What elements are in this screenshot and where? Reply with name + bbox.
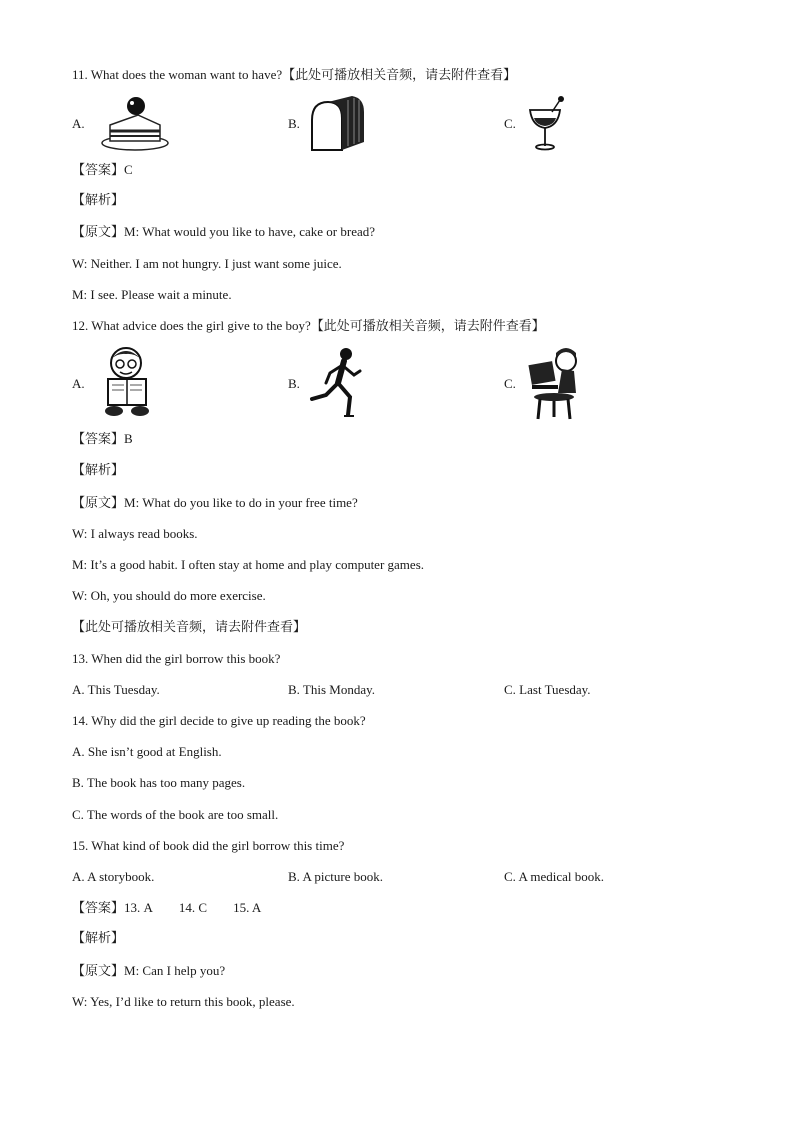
answer-tag: 【答案】	[72, 163, 125, 178]
answer-tag: 【答案】	[72, 432, 125, 447]
option-c: C. The words of the book are too small.	[72, 807, 279, 822]
transcript-line: W: Neither. I am not hungry. I just want some juice.	[72, 256, 342, 271]
audio-note: 【此处可播放相关音频，请去附件查看】	[310, 319, 545, 334]
option-label: A.	[72, 376, 85, 391]
transcript-line: W: I always read books.	[72, 526, 198, 541]
boy-reading-image	[98, 345, 158, 419]
analysis-tag: 【解析】	[72, 193, 125, 208]
answer-value: 15. A	[233, 900, 262, 915]
option-a: A. This Tuesday.	[72, 682, 160, 697]
question-11	[72, 66, 516, 85]
answer-row	[72, 161, 133, 180]
bread-image	[308, 92, 366, 154]
analysis-tag: 【解析】	[72, 463, 125, 478]
answer-value: 14. C	[178, 900, 208, 915]
option-b: B. A picture book.	[288, 869, 383, 884]
transcript-line: W: Yes, I’d like to return this book, please.	[72, 994, 295, 1009]
answer-tag: 【答案】	[72, 901, 125, 916]
option-label: C.	[504, 116, 516, 131]
analysis-tag: 【解析】	[72, 931, 125, 946]
answer-row	[72, 899, 261, 918]
option-b: B. This Monday.	[288, 682, 376, 697]
transcript-text: M: Can I help you?	[124, 963, 226, 978]
option-a: A. She isn’t good at English.	[72, 744, 222, 759]
boy-computer-image	[526, 345, 586, 421]
question-text: 11. What does the woman want to have?	[72, 67, 283, 82]
option-label: C.	[504, 376, 516, 391]
cake-image	[98, 95, 172, 153]
answer-value: C	[124, 162, 133, 177]
question-14: 14. Why did the girl decide to give up reading the book?	[72, 713, 366, 728]
question-15: 15. What kind of book did the girl borrow this time?	[72, 838, 345, 853]
section-audio-note: 【此处可播放相关音频，请去附件查看】	[72, 620, 307, 635]
option-label: B.	[288, 116, 300, 131]
option-c: C. A medical book.	[504, 869, 605, 884]
question-13: 13. When did the girl borrow this book?	[72, 651, 281, 666]
option-c: C. Last Tuesday.	[504, 682, 591, 697]
source-tag: 【原文】	[72, 964, 125, 979]
transcript-line	[72, 223, 375, 242]
transcript-text: M: What do you like to do in your free time?	[124, 495, 358, 510]
audio-note: 【此处可播放相关音频，请去附件查看】	[282, 68, 517, 83]
question-12	[72, 317, 545, 336]
transcript-line	[72, 494, 358, 513]
option-a: A. A storybook.	[72, 869, 155, 884]
answer-row	[72, 430, 133, 449]
juice-glass-image	[526, 96, 566, 152]
option-label: A.	[72, 116, 85, 131]
transcript-line: W: Oh, you should do more exercise.	[72, 588, 266, 603]
transcript-line: M: I see. Please wait a minute.	[72, 287, 232, 302]
option-b: B. The book has too many pages.	[72, 775, 246, 790]
option-label: B.	[288, 376, 300, 391]
question-text: 12. What advice does the girl give to the boy?	[72, 318, 311, 333]
transcript-line	[72, 962, 225, 981]
source-tag: 【原文】	[72, 496, 125, 511]
boy-running-image	[308, 345, 368, 421]
answer-value: 13. A	[124, 900, 153, 915]
transcript-text: M: What would you like to have, cake or bread?	[124, 224, 376, 239]
transcript-line: M: It’s a good habit. I often stay at home and play computer games.	[72, 557, 424, 572]
answer-value: B	[124, 431, 133, 446]
source-tag: 【原文】	[72, 225, 125, 240]
